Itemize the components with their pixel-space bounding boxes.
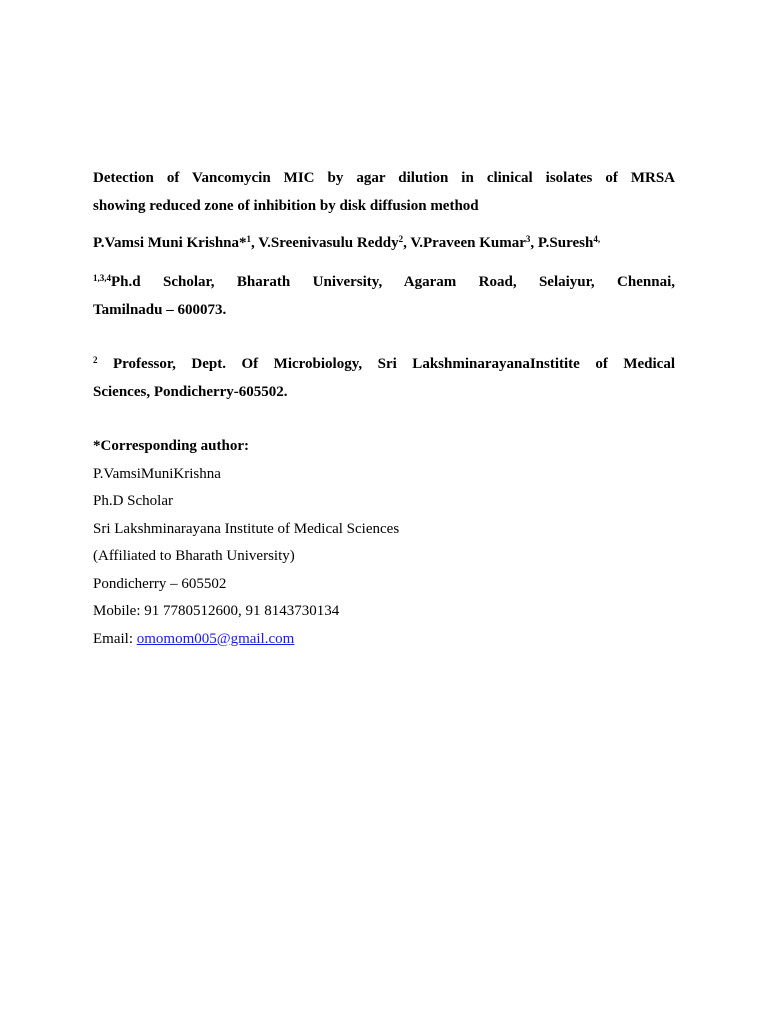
affiliation-2-marker: 2 — [93, 355, 98, 365]
affiliation-2-text: Professor, Dept. Of Microbiology, Sri LakshminarayanaInstitite of Medical — [97, 356, 675, 372]
author-name: V.Praveen Kumar — [410, 235, 526, 251]
affiliation-2 — [93, 350, 675, 406]
author-affiliation-marker: 1 — [246, 234, 252, 244]
title-line-2: showing reduced zone of inhibition by disk diffusion method — [93, 198, 479, 214]
affiliation-1-line-2: Tamilnadu – 600073. — [93, 302, 227, 318]
email-link[interactable]: omomom005@gmail.com — [136, 630, 295, 647]
author-affiliation-marker: 2 — [398, 234, 404, 244]
affiliation-1-marker: 1,3,4 — [93, 273, 111, 283]
affiliation-1 — [93, 268, 675, 324]
corresponding-institute: Sri Lakshminarayana Institute of Medical Sciences — [93, 520, 400, 537]
corresponding-name: P.VamsiMuniKrishna — [93, 465, 221, 482]
corresponding-mobile: Mobile: 91 7780512600, 91 8143730134 — [93, 603, 340, 619]
author-name: V.Sreenivasulu Reddy — [258, 235, 399, 251]
author-separator: , — [530, 235, 538, 251]
affiliation-2-line-2: Sciences, Pondicherry-605502. — [93, 384, 288, 400]
corresponding-city: Pondicherry – 605502 — [93, 575, 227, 592]
corresponding-heading: *Corresponding author: — [93, 438, 249, 454]
title-line-1: Detection of Vancomycin MIC by agar dilution in clinical isolates of MRSA — [93, 170, 675, 186]
corresponding-author-block — [93, 433, 675, 653]
email-label: Email: — [93, 630, 137, 647]
author-name: P.Vamsi Muni Krishna* — [93, 235, 247, 251]
author-separator: , — [251, 235, 259, 251]
author-affiliation-marker: 4, — [593, 234, 601, 244]
affiliation-1-line-1 — [93, 268, 675, 296]
affiliation-1-text: Ph.d Scholar, Bharath University, Agaram Road, Selaiyur, Chennai, — [111, 274, 675, 290]
affiliation-2-line-1 — [93, 350, 675, 378]
author-affiliation-marker: 3 — [525, 234, 531, 244]
corresponding-affiliation: (Affiliated to Bharath University) — [93, 548, 295, 564]
author-list — [93, 231, 675, 255]
corresponding-position: Ph.D Scholar — [93, 493, 173, 509]
author-name: P.Suresh — [537, 235, 594, 251]
corresponding-email-line — [93, 626, 675, 654]
author-separator: , — [403, 235, 411, 251]
paper-title — [93, 164, 675, 220]
